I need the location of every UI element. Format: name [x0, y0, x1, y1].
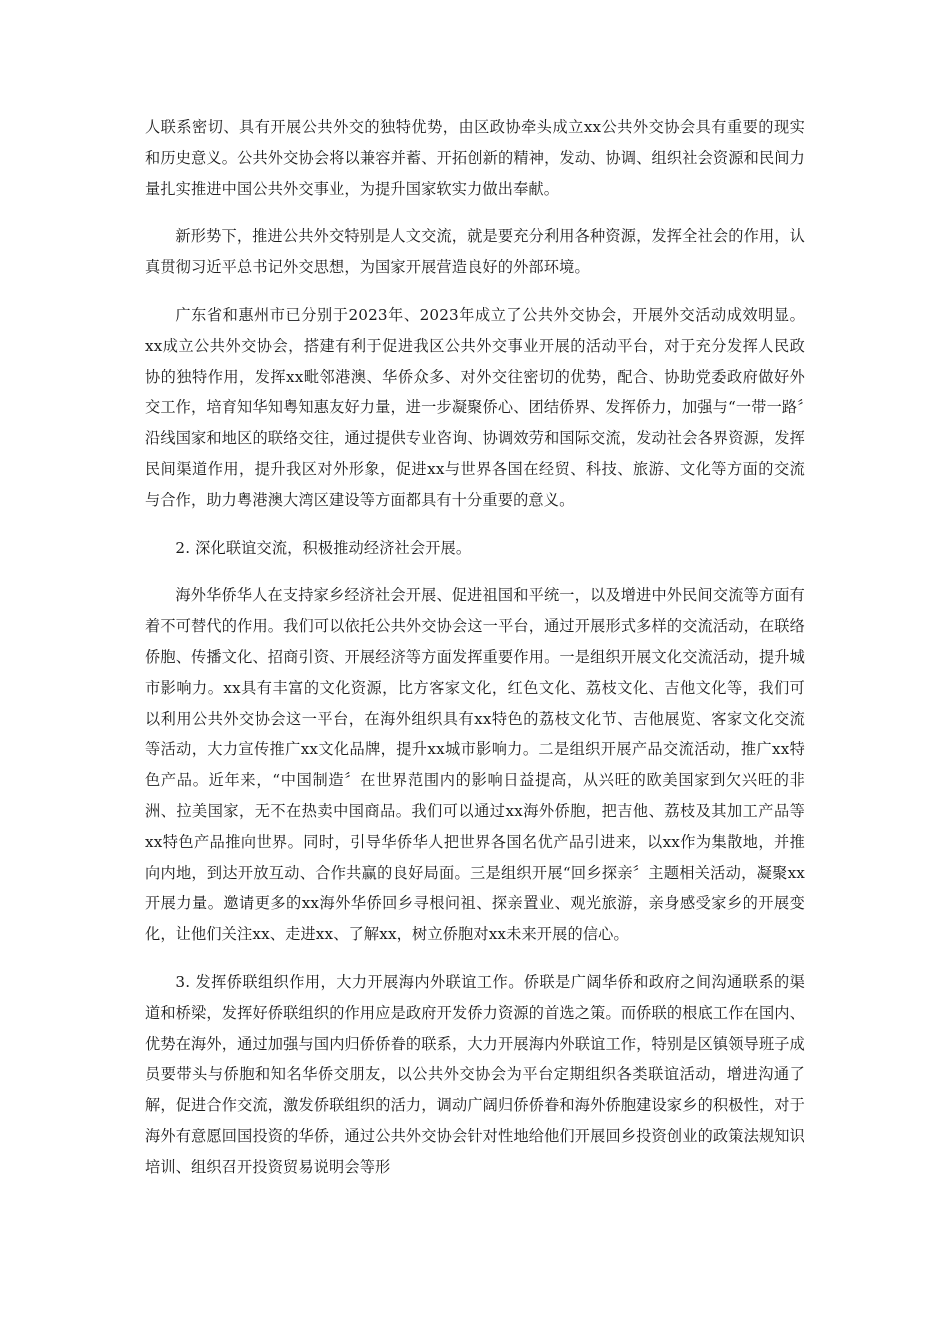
- document-page: [145, 112, 805, 1200]
- paragraph-continuation: 人联系密切、具有开展公共外交的独特优势，由区政协牵头成立xx公共外交协会具有重要的现实和历史意义。公共外交协会将以兼容并蓄、开拓创新的精神，发动、协调、组织社会资源和民间力量扎实推进中国公共外交事业，为提升国家软实力做出奉献。: [145, 118, 805, 198]
- paragraph-guangdong-huizhou: 广东省和惠州市已分别于2023年、2023年成立了公共外交协会，开展外交活动成效明显。xx成立公共外交协会，搭建有利于促进我区公共外交事业开展的活动平台，对于充分发挥人民政协的独特作用，发挥xx毗邻港澳、华侨众多、对外交往密切的优势，配合、协助党委政府做好外交工作，培育知华知粤知惠友好力量，进一步凝聚侨心、团结侨界、发挥侨力，加强与“一带一路〞沿线国家和地区的联络交往，通过提供专业咨询、协调效劳和国际交流，发动社会各界资源，发挥民间渠道作用，提升我区对外形象，促进xx与世界各国在经贸、科技、旅游、文化等方面的交流与合作，助力粤港澳大湾区建设等方面都具有十分重要的意义。: [145, 305, 805, 509]
- paragraph-overseas-chinese: 海外华侨华人在支持家乡经济社会开展、促进祖国和平统一，以及增进中外民间交流等方面有着不可替代的作用。我们可以依托公共外交协会这一平台，通过开展形式多样的交流活动，在联络侨胞、传播文化、招商引资、开展经济等方面发挥重要作用。一是组织开展文化交流活动，提升城市影响力。xx具有丰富的文化资源，比方客家文化，红色文化、荔枝文化、吉他文化等，我们可以利用公共外交协会这一平台，在海外组织具有xx特色的荔枝文化节、吉他展览、客家文化交流等活动，大力宣传推广xx文化品牌，提升xx城市影响力。二是组织开展产品交流活动，推广xx特色产品。近年来，“中国制造〞在世界范围内的影响日益提高，从兴旺的欧美国家到欠兴旺的非洲、拉美国家，无不在热卖中国商品。我们可以通过xx海外侨胞，把吉他、荔枝及其加工产品等xx特色产品推向世界。同时，引导华侨华人把世界各国名优产品引进来，以xx作为集散地，并推向内地，到达开放互动、合作共赢的良好局面。三是组织开展“回乡探亲〞主题相关活动，凝聚xx开展力量。邀请更多的xx海外华侨回乡寻根问祖、探亲置业、观光旅游，亲身感受家乡的开展变化，让他们关注xx、走进xx、了解xx，树立侨胞对xx未来开展的信心。: [145, 586, 805, 944]
- paragraph-new-situation: 新形势下，推进公共外交特别是人文交流，就是要充分利用各种资源，发挥全社会的作用，认真贯彻习近平总书记外交思想，为国家开展营造良好的外部环境。: [145, 227, 805, 277]
- section-heading-3-paragraph: 3. 发挥侨联组织作用，大力开展海内外联谊工作。侨联是广阔华侨和政府之间沟通联系的渠道和桥梁，发挥好侨联组织的作用应是政府开发侨力资源的首选之策。而侨联的根底工作在国内、优势在海外，通过加强与国内归侨侨眷的联系，大力开展海内外联谊工作，特别是区镇领导班子成员要带头与侨胞和知名华侨交朋友，以公共外交协会为平台定期组织各类联谊活动，增进沟通了解，促进合作交流，激发侨联组织的活力，调动广阔归侨侨眷和海外侨胞建设家乡的积极性，对于海外有意愿回国投资的华侨，通过公共外交协会针对性地给他们开展回乡投资创业的政策法规知识培训、组织召开投资贸易说明会等形: [145, 972, 805, 1176]
- section-heading-2: 2. 深化联谊交流，积极推动经济社会开展。: [175, 538, 472, 557]
